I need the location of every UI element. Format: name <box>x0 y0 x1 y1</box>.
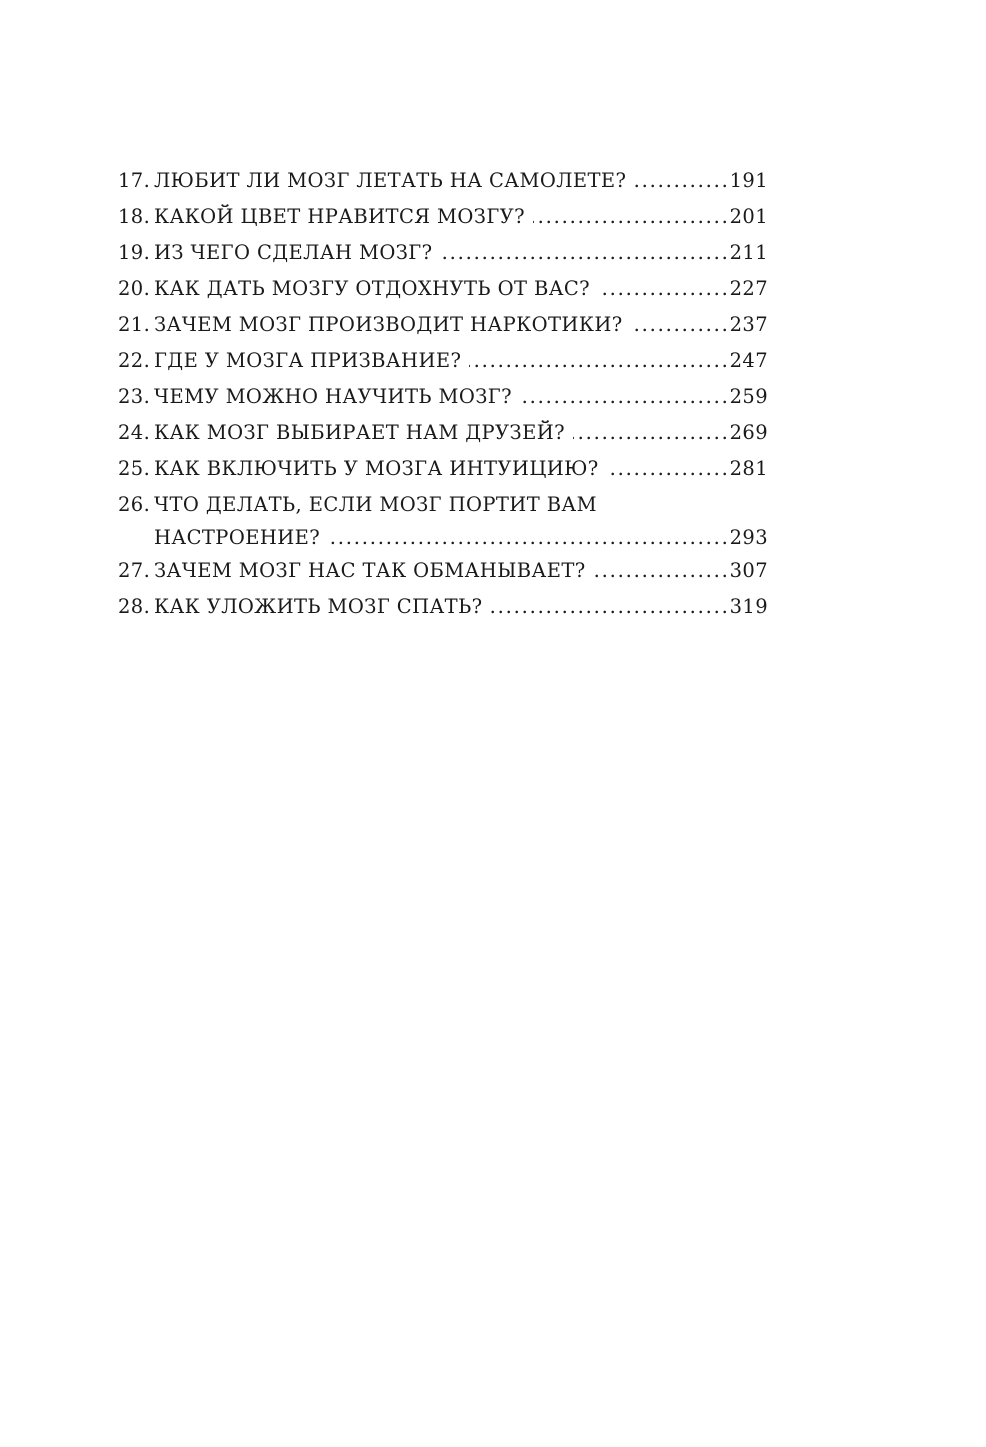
toc-entry <box>118 415 768 451</box>
entry-number: 18. <box>118 205 151 228</box>
entry-page-number: 281 <box>729 457 768 480</box>
entry-page-number: 247 <box>729 349 768 372</box>
entry-number: 24. <box>118 421 151 444</box>
entry-title: ЗАЧЕМ МОЗГ ПРОИЗВОДИТ НАРКОТИКИ? <box>154 313 623 336</box>
toc-entry <box>118 271 768 307</box>
dot-leader <box>607 451 726 487</box>
dot-leader <box>634 163 725 199</box>
entry-title: КАК УЛОЖИТЬ МОЗГ СПАТЬ? <box>154 595 483 618</box>
entry-page-number: 259 <box>729 385 768 408</box>
entry-page-number: 307 <box>729 559 768 582</box>
dot-leader <box>594 553 726 589</box>
toc-entry <box>118 307 768 343</box>
toc-entry <box>118 199 768 235</box>
entry-title: КАК ДАТЬ МОЗГУ ОТДОХНУТЬ ОТ ВАС? <box>154 277 591 300</box>
entry-title-line-2: НАСТРОЕНИЕ? <box>154 526 321 549</box>
dot-leader <box>598 271 726 307</box>
dot-leader <box>573 415 726 451</box>
entry-number: 27. <box>118 559 151 582</box>
dot-leader <box>490 589 725 625</box>
dot-leader <box>440 235 725 271</box>
entry-page-number: 237 <box>729 313 768 336</box>
entry-title: КАК МОЗГ ВЫБИРАЕТ НАМ ДРУЗЕЙ? <box>154 421 565 444</box>
entry-number: 23. <box>118 385 151 408</box>
table-of-contents <box>118 163 768 625</box>
toc-entry <box>118 379 768 415</box>
toc-entry <box>118 589 768 625</box>
entry-title: ЗАЧЕМ МОЗГ НАС ТАК ОБМАНЫВАЕТ? <box>154 559 586 582</box>
toc-entry <box>118 451 768 487</box>
entry-title: ИЗ ЧЕГО СДЕЛАН МОЗГ? <box>154 241 433 264</box>
entry-page-number: 201 <box>729 205 768 228</box>
entry-number: 21. <box>118 313 151 336</box>
entry-number: 28. <box>118 595 151 618</box>
entry-title: ЛЮБИТ ЛИ МОЗГ ЛЕТАТЬ НА САМОЛЕТЕ? <box>154 169 627 192</box>
toc-entry <box>118 553 768 589</box>
entry-number: 26. <box>118 493 151 516</box>
entry-title: ГДЕ У МОЗГА ПРИЗВАНИЕ? <box>154 349 462 372</box>
toc-entry <box>118 343 768 379</box>
dot-leader <box>631 307 726 343</box>
entry-number: 22. <box>118 349 151 372</box>
entry-page-number: 319 <box>729 595 768 618</box>
entry-number: 17. <box>118 169 151 192</box>
entry-title: КАК ВКЛЮЧИТЬ У МОЗГА ИНТУИЦИЮ? <box>154 457 599 480</box>
entry-page-number: 269 <box>729 421 768 444</box>
entry-page-number: 211 <box>729 241 768 264</box>
entry-title: КАКОЙ ЦВЕТ НРАВИТСЯ МОЗГУ? <box>154 205 525 228</box>
entry-page-number: 227 <box>729 277 768 300</box>
entry-number: 25. <box>118 457 151 480</box>
toc-entry <box>118 235 768 271</box>
dot-leader <box>533 199 726 235</box>
entry-title-line-1: ЧТО ДЕЛАТЬ, ЕСЛИ МОЗГ ПОРТИТ ВАМ <box>154 493 597 516</box>
toc-entry <box>118 163 768 199</box>
dot-leader <box>520 379 726 415</box>
dot-leader <box>328 523 725 553</box>
entry-page-number: 293 <box>729 526 768 549</box>
entry-number: 20. <box>118 277 151 300</box>
dot-leader <box>469 343 725 379</box>
entry-number: 19. <box>118 241 151 264</box>
entry-title: ЧЕМУ МОЖНО НАУЧИТЬ МОЗГ? <box>154 385 512 408</box>
entry-page-number: 191 <box>729 169 768 192</box>
toc-entry <box>118 487 768 553</box>
